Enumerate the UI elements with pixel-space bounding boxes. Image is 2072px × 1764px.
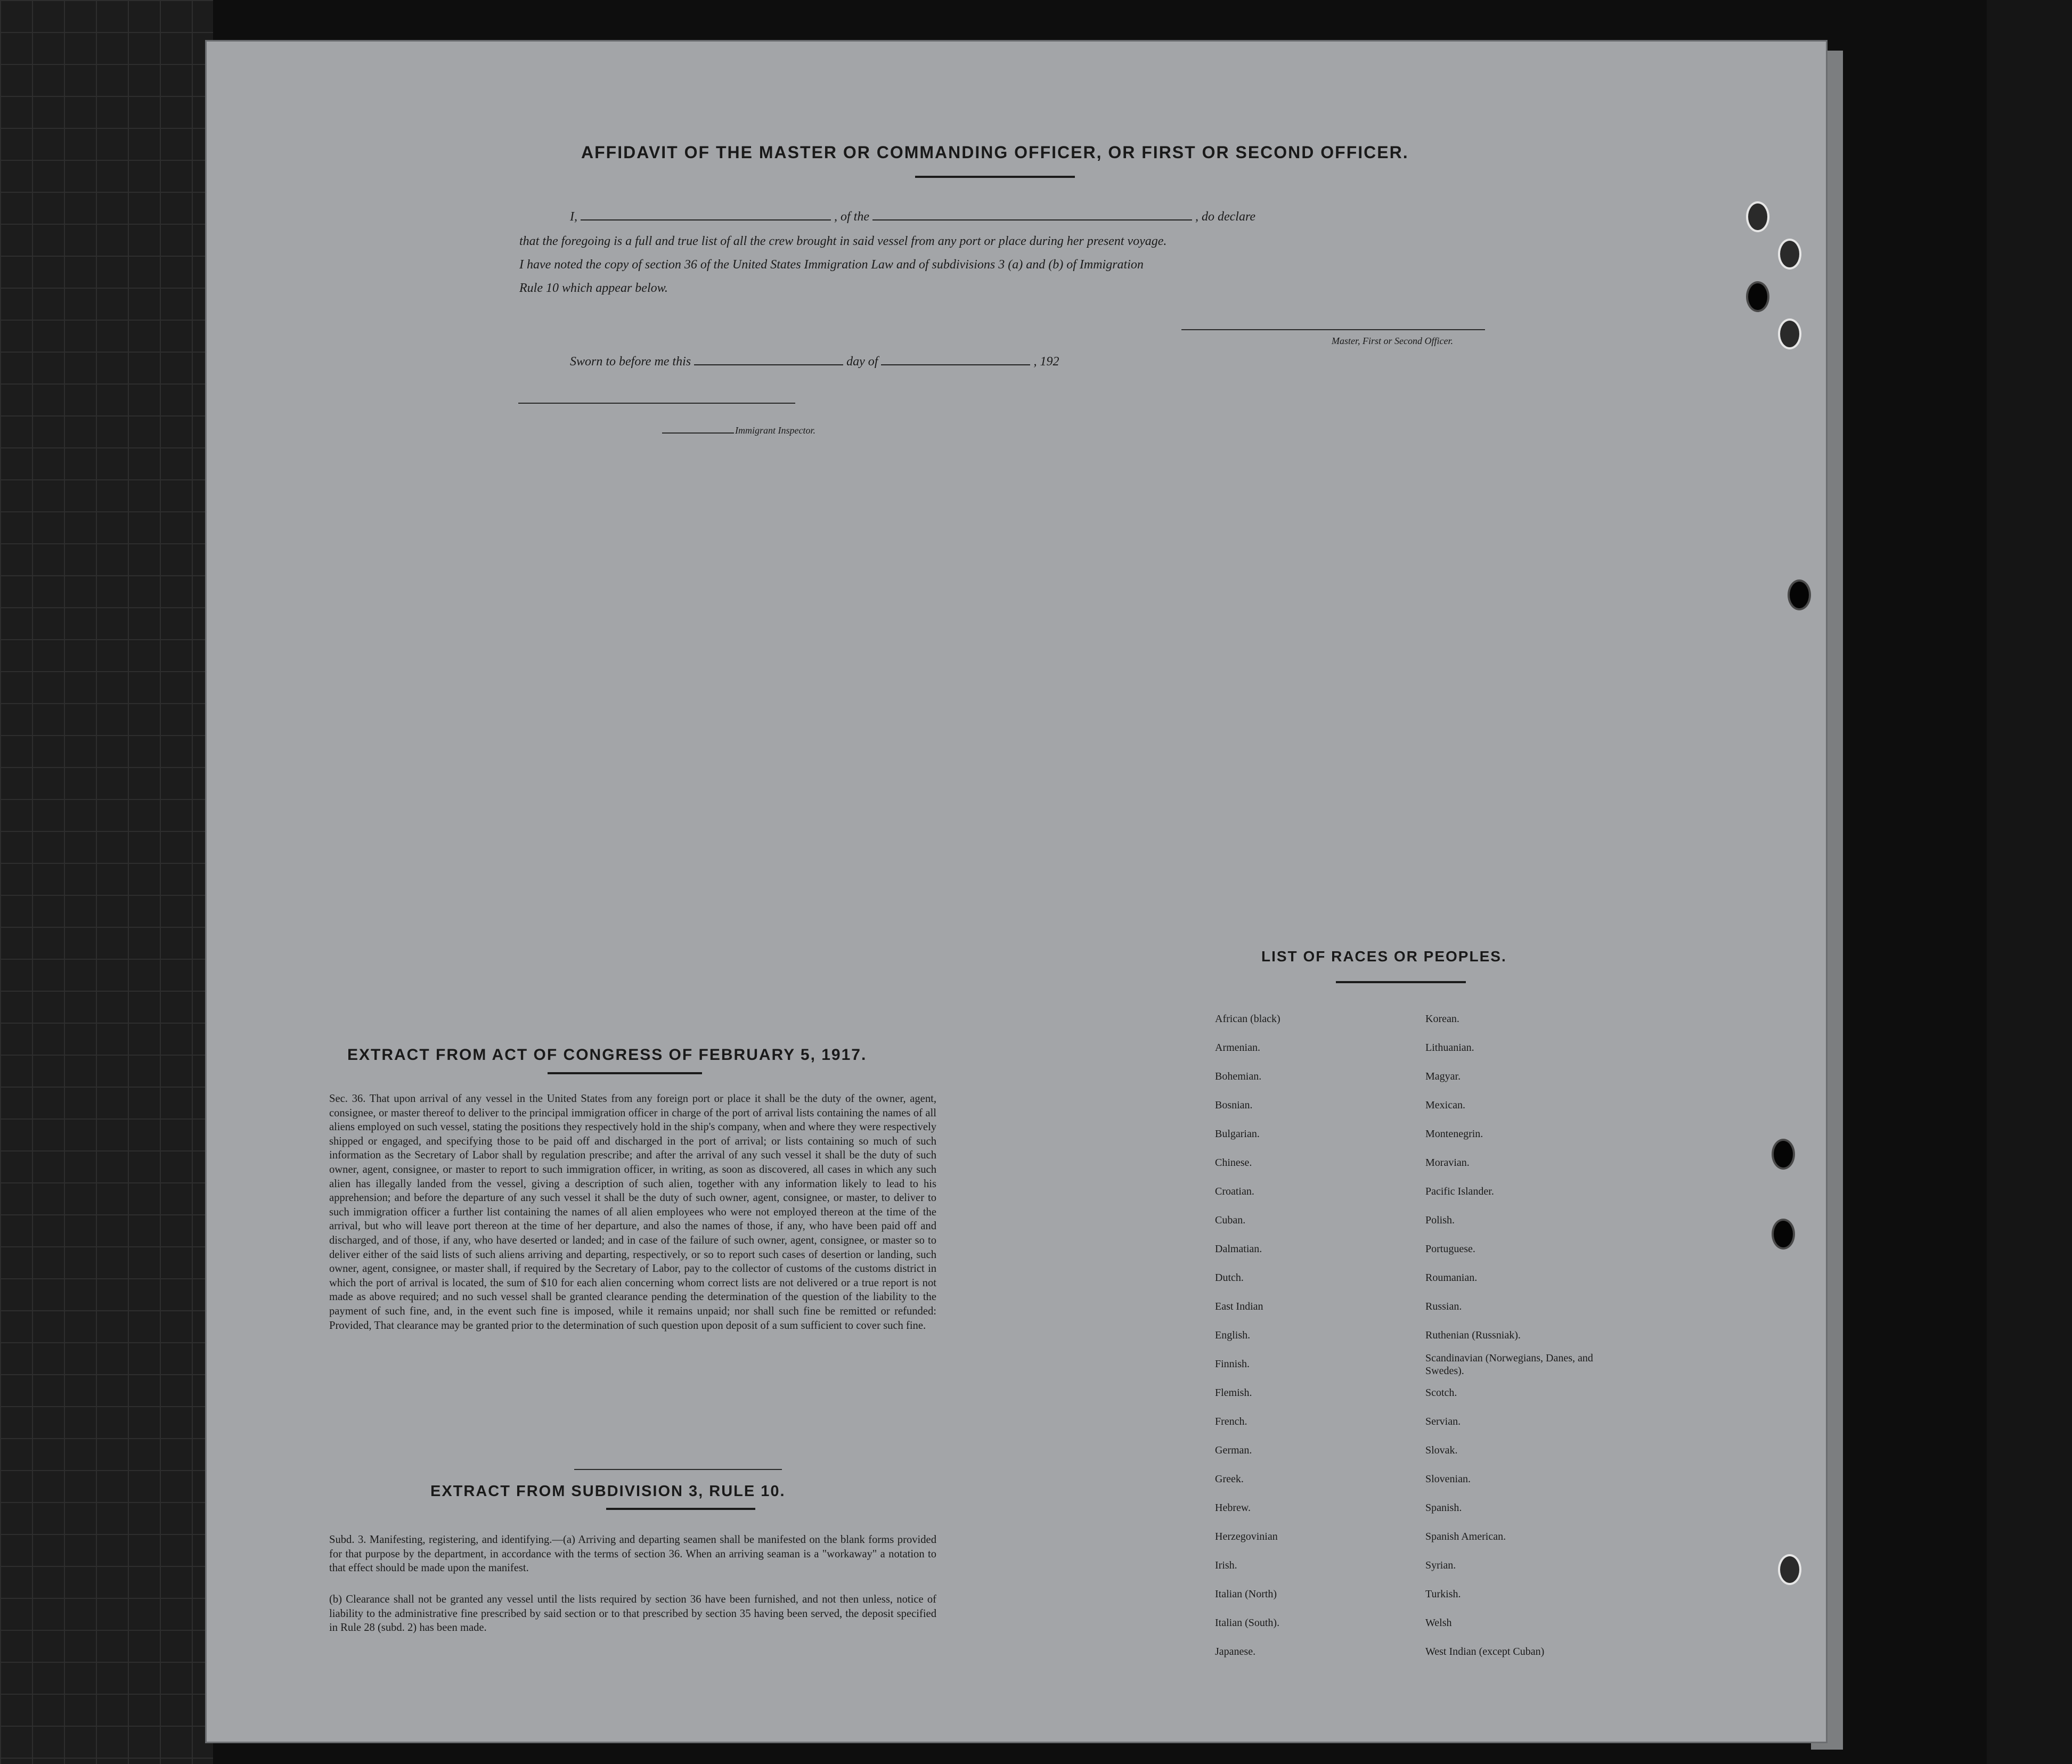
race-item: Chinese.: [1215, 1157, 1252, 1169]
race-item: Magyar.: [1425, 1071, 1461, 1082]
affidavit-line-3: I have noted the copy of section 36 of the United States Immigration Law and of subdivisions 3 (a) and (b) of Immigration: [519, 258, 1144, 272]
race-item: African (black): [1215, 1013, 1280, 1025]
race-item: Dalmatian.: [1215, 1243, 1262, 1255]
race-item: Bulgarian.: [1215, 1128, 1260, 1140]
race-item: Scandinavian (Norwegians, Danes, and Swedes).: [1425, 1352, 1593, 1377]
race-item: Slovak.: [1425, 1444, 1458, 1456]
sworn-prefix: Sworn to before me this: [570, 355, 691, 369]
race-item: Italian (North): [1215, 1588, 1277, 1600]
affidavit-line-2: that the foregoing is a full and true list of all the crew brought in said vessel from any port or place during her present voyage.: [519, 234, 1167, 248]
subdivision-3b-text: (b) Clearance shall not be granted any vessel until the lists required by section 36 have been furnished, and not then unless, notice of liability to the administrative fine prescribed by said section or to that prescribed by section 35 having been served, the deposit specified in Rule 28 (subd. 2) has been made.: [329, 1594, 936, 1634]
race-item: Roumanian.: [1425, 1272, 1478, 1284]
race-item: Finnish.: [1215, 1358, 1250, 1370]
rule-extract-title: EXTRACT FROM SUBDIVISION 3, RULE 10.: [430, 1483, 786, 1500]
affidavit-line-4: Rule 10 which appear below.: [519, 281, 668, 295]
punch-hole-icon: [1778, 239, 1801, 270]
scanner-background-right: [1987, 0, 2072, 1764]
race-item: Montenegrin.: [1425, 1128, 1483, 1140]
master-signature-label: Master, First or Second Officer.: [1332, 336, 1453, 346]
sworn-year-text: , 192: [1033, 355, 1059, 369]
race-item: Flemish.: [1215, 1387, 1252, 1399]
rule-title-underline: [606, 1508, 755, 1510]
races-right-column: [1425, 1005, 1601, 1666]
race-item: English.: [1215, 1329, 1251, 1341]
race-item: Ruthenian (Russniak).: [1425, 1329, 1521, 1341]
section-36-text: Sec. 36. That upon arrival of any vessel in the United States from any foreign port or place it shall be the duty of the owner, agent, consignee, or master thereof to deliver to the principal immigration officer in charge of the port of arrival lists containing the names of all aliens employed on such vessel, stating the positions they respectively hold in the ship's company, when and where they were respectively shipped or engaged, and specifying those to be paid off and discharged in the port of arrival; or lists containing so much of such information as the Secretary of Labor shall by regulation prescribe; and after the arrival of any such vessel it shall be the duty of such owner, agent, consignee, or master to report to such immigration officer, in writing, as soon as discovered, all cases in which any such alien has illegally landed from the vessel, giving a description of such alien, together with any information likely to lead to his apprehension; and before the departure of any such vessel it shall be the duty of such owner, agent, consignee, or master, to deliver to such immigration officer a further list containing the names of all alien employees who were not employed thereon at the time of the arrival, but who will leave port thereon at the time of her departure, and also the names of those, if any, who have been paid off and discharged, and of those, if any, who have deserted or landed; and in case of the failure of such owner, agent, consignee, or master so to deliver either of the said lists of such aliens arriving and departing, respectively, or so to report such cases of desertion or landing, such owner, agent, consignee, or master shall, if required by the Secretary of Labor, pay to the collector of customs of the customs district in which the port of arrival is located, the sum of $10 for each alien concerning whom correct lists are not delivered or a true report is not made as above required; and no such vessel shall be granted clearance pending the determination of the question of the liability to the payment of such fine, and, in the event such fine is imposed, while it remains unpaid; nor shall such fine be remitted or refunded: Provided, That clearance may be granted prior to the determination of such question upon deposit of a sum sufficient to cover such fine.: [329, 1093, 936, 1332]
master-signature-line[interactable]: [1181, 329, 1485, 330]
punch-hole-icon: [1778, 318, 1801, 349]
races-title: LIST OF RACES OR PEOPLES.: [1261, 948, 1507, 965]
race-item: Korean.: [1425, 1013, 1459, 1025]
punch-hole-icon: [1746, 281, 1769, 312]
race-item: Armenian.: [1215, 1042, 1260, 1054]
declare-text: , do declare: [1195, 210, 1256, 224]
race-item: Hebrew.: [1215, 1502, 1251, 1514]
act-title-underline: [548, 1072, 702, 1074]
sworn-day-text: day of: [846, 355, 878, 369]
races-title-underline: [1336, 981, 1466, 983]
document-page: [207, 42, 1826, 1742]
race-item: Slovenian.: [1425, 1473, 1471, 1485]
race-item: Portuguese.: [1425, 1243, 1475, 1255]
punch-hole-icon: [1746, 201, 1769, 232]
extract-separator: [574, 1469, 782, 1470]
race-item: German.: [1215, 1444, 1252, 1456]
sworn-line: [570, 355, 1059, 369]
inspector-signature-line[interactable]: [518, 403, 795, 404]
act-extract-title: EXTRACT FROM ACT OF CONGRESS OF FEBRUARY 5, 1917.: [347, 1046, 867, 1064]
races-left-column: [1215, 1005, 1439, 1666]
subdivision-3a-text: Subd. 3. Manifesting, registering, and identifying.—(a) Arriving and departing seamen shall be manifested on the blank forms provided for that purpose by the department, in accordance with the terms of section 36. When an arriving seaman is a "workaway" a notation to that effect should be made upon the manifest.: [329, 1534, 936, 1574]
vessel-prefix: , of the: [834, 210, 869, 224]
punch-hole-icon: [1772, 1219, 1795, 1250]
declarant-name-blank[interactable]: [581, 210, 831, 220]
race-item: Moravian.: [1425, 1157, 1470, 1169]
race-item: Croatian.: [1215, 1186, 1254, 1197]
affidavit-title: AFFIDAVIT OF THE MASTER OR COMMANDING OFFICER, OR FIRST OR SECOND OFFICER.: [581, 143, 1409, 162]
punch-hole-icon: [1778, 1554, 1801, 1585]
affidavit-line-1: [570, 210, 1255, 224]
race-item: French.: [1215, 1416, 1247, 1427]
race-item: Spanish American.: [1425, 1531, 1506, 1542]
race-item: Syrian.: [1425, 1559, 1456, 1571]
scanner-background-grid: [0, 0, 213, 1764]
vessel-name-blank[interactable]: [872, 210, 1192, 220]
race-item: Welsh: [1425, 1617, 1452, 1629]
sworn-date-blank[interactable]: [694, 355, 843, 365]
race-item: West Indian (except Cuban): [1425, 1646, 1545, 1657]
race-item: Irish.: [1215, 1559, 1237, 1571]
race-item: Servian.: [1425, 1416, 1461, 1427]
race-item: Bosnian.: [1215, 1099, 1253, 1111]
race-item: Pacific Islander.: [1425, 1186, 1494, 1197]
inspector-label: Immigrant Inspector.: [735, 425, 815, 436]
race-item: Mexican.: [1425, 1099, 1465, 1111]
declarant-prefix: I,: [570, 210, 577, 224]
race-item: Italian (South).: [1215, 1617, 1280, 1629]
race-item: Russian.: [1425, 1301, 1462, 1312]
race-item: Scotch.: [1425, 1387, 1457, 1399]
sworn-month-blank[interactable]: [881, 355, 1030, 365]
race-item: Spanish.: [1425, 1502, 1462, 1514]
race-item: Bohemian.: [1215, 1071, 1262, 1082]
punch-hole-icon: [1788, 579, 1811, 610]
race-item: Cuban.: [1215, 1214, 1246, 1226]
race-item: Polish.: [1425, 1214, 1455, 1226]
title-underline: [915, 176, 1075, 178]
inspector-short-line: [662, 432, 734, 434]
race-item: Herzegovinian: [1215, 1531, 1278, 1542]
race-item: Lithuanian.: [1425, 1042, 1474, 1054]
race-item: Dutch.: [1215, 1272, 1244, 1284]
race-item: East Indian: [1215, 1301, 1263, 1312]
race-item: Greek.: [1215, 1473, 1244, 1485]
punch-hole-icon: [1772, 1139, 1795, 1170]
race-item: Japanese.: [1215, 1646, 1256, 1657]
race-item: Turkish.: [1425, 1588, 1461, 1600]
